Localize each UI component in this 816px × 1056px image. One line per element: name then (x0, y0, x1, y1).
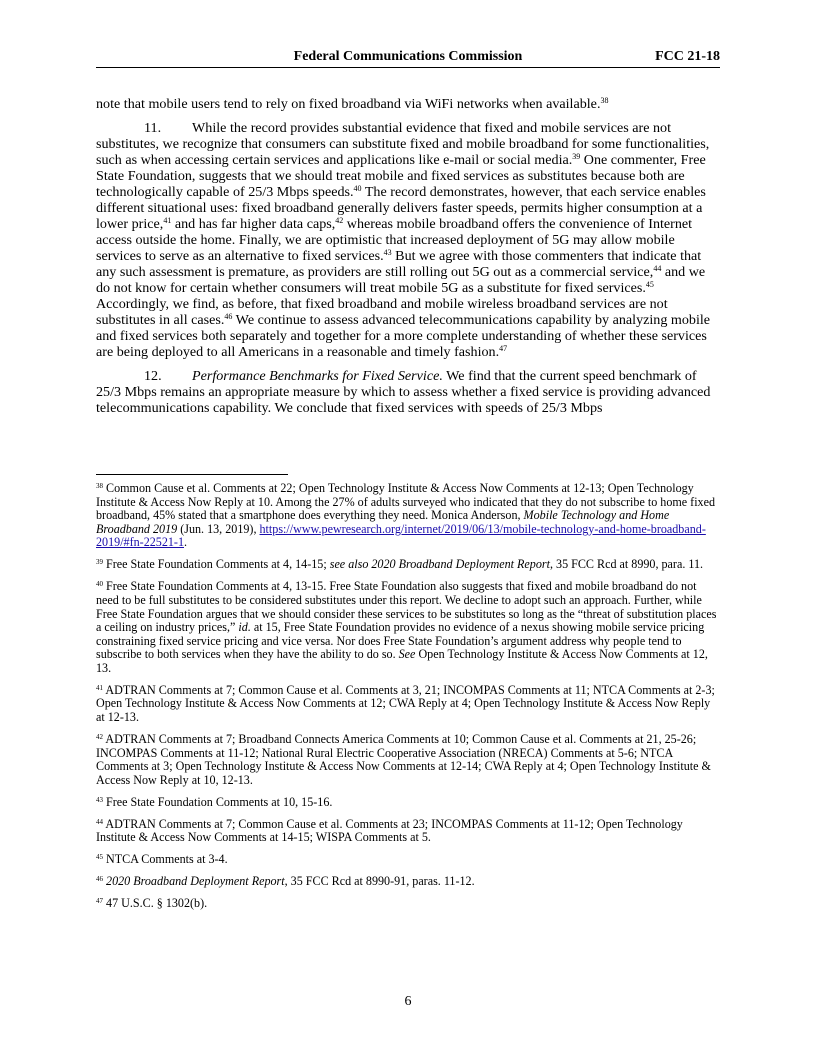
footnote-ref[interactable]: 44 (653, 264, 662, 273)
citation-title: Mobile Technology and Home Broadband 2019 (96, 508, 670, 536)
footnote-number: 42 (96, 733, 103, 742)
footnote-number: 40 (96, 580, 103, 589)
footnote-40 (96, 580, 720, 675)
footnote-ref[interactable]: 47 (499, 344, 508, 353)
paragraph-number: 12. (144, 368, 162, 384)
footnote-text: ADTRAN Comments at 7; Broadband Connects America Comments at 10; Common Cause et al. Comments at 21, 25-26; INCOMPAS Comments at 11-12; National Rural Electric Cooperative Association (NRECA) Comments at 5-6; NTCA Comments at 3; Open Technology Institute & Access Now Comments at 12-14; CWA Reply at 4; Open Technology Institute & Access Now Reply at 10, 12-13. (96, 732, 711, 787)
footnote-41 (96, 684, 720, 725)
paragraph-11 (96, 120, 720, 360)
footnote-44 (96, 818, 720, 845)
footnote-43 (96, 796, 720, 810)
paragraph-number: 11. (144, 120, 162, 136)
paragraph-heading: Performance Benchmarks for Fixed Service. (192, 368, 443, 384)
paragraph-text: The record demonstrates, however, that each service enables different situational uses: fixed broadband generally delivers faster speeds, permits higher consumption at a lower price, (96, 184, 706, 232)
footnote-ref[interactable]: 38 (600, 96, 609, 105)
footnote-text: ADTRAN Comments at 7; Common Cause et al. Comments at 3, 21; INCOMPAS Comments at 11; NTCA Comments at 2-3; Open Technology Institute & Access Now Comments at 12; CWA Reply at 4; Open Technology Institute & Access Now Reply at 12-13. (96, 682, 715, 725)
document-number: FCC 21-18 (655, 49, 720, 64)
footnote-number: 39 (96, 558, 103, 567)
footnote-number: 46 (96, 875, 103, 884)
citation-title: see also 2020 Broadband Deployment Report (329, 557, 550, 572)
paragraph-text: We find that the current speed benchmark of 25/3 Mbps remains an appropriate measure by which to assess whether a fixed service is providing advanced telecommunications capability. We conclude that fixed services with speeds of 25/3 Mbps (96, 368, 711, 416)
agency-name: Federal Communications Commission (293, 49, 523, 64)
footnote-ref[interactable]: 46 (224, 312, 233, 321)
footnote-text: (Jun. 13, 2019), (177, 521, 260, 536)
paragraph-text: We continue to assess advanced telecommunications capability by analyzing mobile and fixed services both separately and together for a more complete understanding of whether these services are being deployed to all Americans in a reasonable and timely fashion. (96, 312, 711, 360)
footnote-number: 45 (96, 853, 103, 862)
footnote-46 (96, 875, 720, 889)
footnote-text: Free State Foundation Comments at 4, 14-15; (103, 557, 330, 572)
body-text (96, 96, 720, 424)
footnote-42 (96, 733, 720, 787)
document-page (96, 0, 720, 1056)
footnote-text: Open Technology Institute & Access Now Comments at 12, 13. (96, 647, 708, 675)
footnote-ref[interactable]: 41 (163, 216, 172, 225)
paragraph-text: Accordingly, we find, as before, that fixed broadband and mobile wireless broadband services are not substitutes in all cases. (96, 296, 668, 328)
footnote-ref[interactable]: 39 (572, 152, 581, 161)
footnote-ref[interactable]: 45 (645, 280, 654, 289)
paragraph-text: note that mobile users tend to rely on fixed broadband via WiFi networks when available. (96, 96, 601, 112)
paragraph-text: While the record provides substantial evidence that fixed and mobile services are not substitutes, we recognize that consumers can substitute fixed and mobile broadband for some functionalities, such as when accessing certain services and applications like e-mail or social media. (96, 120, 710, 168)
footnote-text: at 15, Free State Foundation provides no evidence of a nexus showing mobile service pricing constraining fixed service pricing and vice versa. Nor does Free State Foundation’s argument address why people tend to subscribe to both services when they have the ability to do so. (96, 620, 705, 662)
footnote-text: Free State Foundation Comments at 10, 15-16. (103, 794, 333, 809)
footnote-39 (96, 558, 720, 572)
paragraph-text: and we do not know for certain whether consumers will treat mobile 5G as a substitute for fixed services. (96, 264, 706, 296)
footnotes (96, 482, 720, 919)
footnote-text: NTCA Comments at 3-4. (103, 852, 228, 867)
footnote-separator (96, 474, 288, 475)
footnote-text: , 35 FCC Rcd at 8990, para. 11. (549, 557, 704, 572)
footnote-45 (96, 853, 720, 867)
footnote-number: 47 (96, 897, 103, 906)
footnote-text: . (184, 535, 188, 550)
citation-title: 2020 Broadband Deployment Report (106, 874, 285, 889)
page-header (96, 49, 720, 68)
footnote-ref[interactable]: 43 (383, 248, 392, 257)
paragraph-text: and has far higher data caps, (171, 216, 336, 232)
footnote-text: 47 U.S.C. § 1302(b). (103, 896, 208, 911)
footnote-47 (96, 897, 720, 911)
footnote-38 (96, 482, 720, 550)
footnote-ref[interactable]: 40 (353, 184, 362, 193)
footnote-ref[interactable]: 42 (335, 216, 344, 225)
citation-signal: See (398, 647, 416, 662)
paragraph-text: But we agree with those commenters that indicate that any such assessment is premature, as providers are still rolling out 5G out as a commercial service, (96, 248, 702, 280)
paragraph-text: One commenter, Free State Foundation, suggests that we should treat mobile and fixed services as substitutes because both are technologically capable of 25/3 Mbps speeds. (96, 152, 706, 200)
footnote-number: 43 (96, 795, 103, 804)
footnote-text: Common Cause et al. Comments at 22; Open Technology Institute & Access Now Comments at 12-13; Open Technology Institute & Access Now Reply at 10. Among the 27% of adults surveyed who indicated that they do not subscribe to home fixed broadband, 45% stated that a smartphone does everything they need. Monica Anderson, (96, 481, 716, 523)
footnote-number: 38 (96, 482, 103, 490)
footnote-text: ADTRAN Comments at 7; Common Cause et al. Comments at 23; INCOMPAS Comments at 11-12; Open Technology Institute & Access Now Comments at 14-15; WISPA Comments at 5. (96, 816, 683, 845)
paragraph-text: whereas mobile broadband offers the convenience of Internet access outside the home. Finally, we are optimistic that increased deployment of 5G may allow mobile services to serve as an alternative to fixed services. (96, 216, 693, 264)
footnote-text: Free State Foundation Comments at 4, 13-15. Free State Foundation also suggests that fixed and mobile broadband do not need to be full substitutes to be considered substitutes under this report. We decline to adopt such an approach. Further, while Free State Foundation argues that we should consider these services to be substitutes so long as the “threat of substitution places a ceiling on industry prices,” (96, 579, 717, 635)
paragraph-continuation (96, 96, 720, 112)
citation-signal: id. (238, 620, 251, 635)
footnote-text: , 35 FCC Rcd at 8990-91, paras. 11-12. (284, 874, 475, 889)
pewresearch-link[interactable]: https://www.pewresearch.org/internet/2019/06/13/mobile-technology-and-home-broadband-2019/#fn-22521-1 (96, 521, 706, 550)
paragraph-12 (96, 368, 720, 416)
page-number: 6 (404, 994, 412, 1009)
footnote-number: 41 (96, 683, 103, 692)
footnote-number: 44 (96, 817, 103, 826)
